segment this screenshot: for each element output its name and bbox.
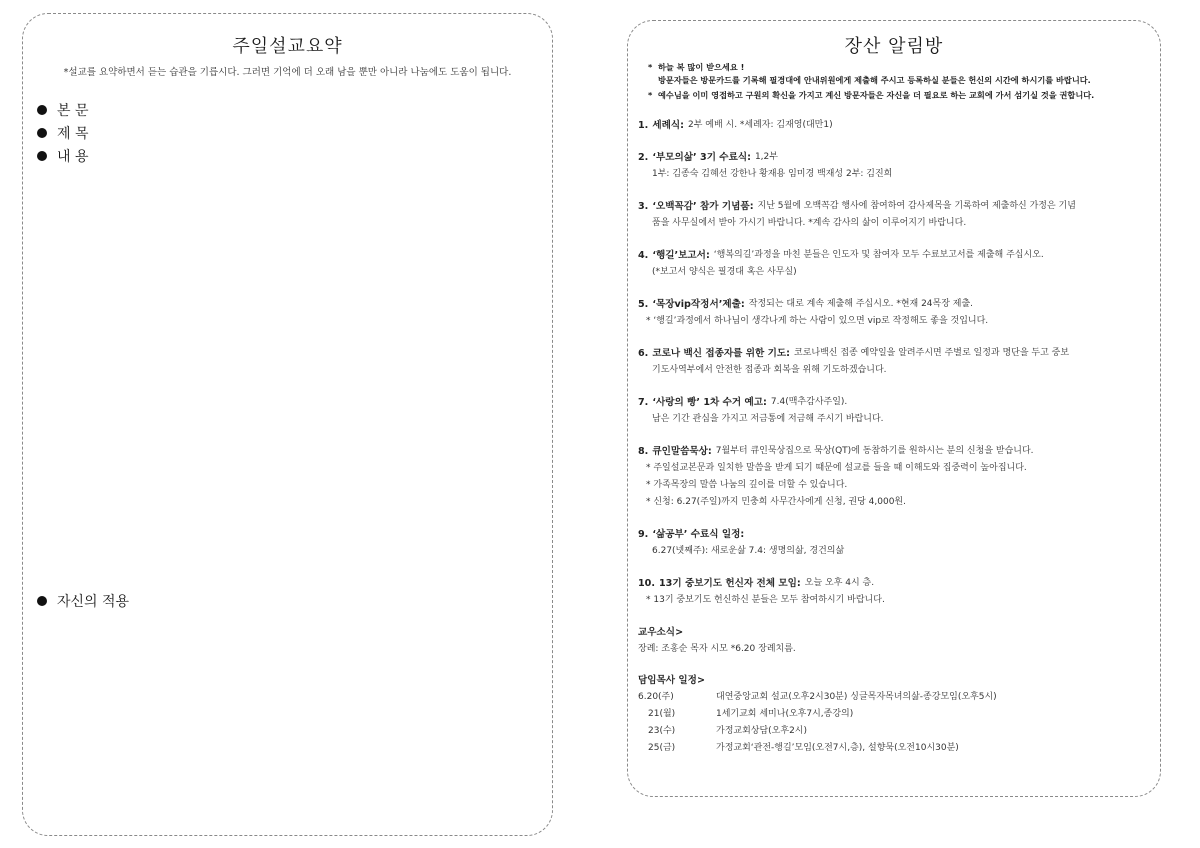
notice-greeting: 하늘 복 많이 받으세요 ! <box>658 62 745 72</box>
bullet-passage <box>37 100 89 120</box>
sermon-summary-panel <box>22 13 553 836</box>
schedule-text: 대연중앙교회 설교(오후2시30분) 싱글목자목녀의삶-종강모임(오후5시) <box>716 692 997 702</box>
item-number: 9. <box>638 529 649 540</box>
schedule-date: 6.20(주) <box>638 692 674 702</box>
announcement-item <box>638 575 1148 609</box>
announcement-item <box>638 345 1148 379</box>
announcement-item <box>638 117 1148 134</box>
item-number: 2. <box>638 152 649 163</box>
notice-item: * 하늘 복 많이 받으세요 ! 방문자들은 방문카드를 기록해 필경대에 안내위원에게 제출해 주시고 등록하실 분들은 헌신의 시간에 하시기를 바랍니다. <box>646 61 1146 86</box>
announcement-item <box>638 443 1148 511</box>
item-text: 1,2부 <box>754 152 778 162</box>
item-text: ‘행복의길’과정을 마친 분들은 인도자 및 참여자 모두 수료보고서를 제출해 주십시오. <box>713 250 1044 260</box>
item-detail: * 주일설교본문과 일치한 말씀을 받게 되기 때문에 설교를 들을 때 이해도와 집중력이 높아집니다. <box>646 463 1027 473</box>
item-label: 13기 중보기도 헌신자 전체 모임: <box>659 578 801 589</box>
item-label: ‘사랑의 빵’ 1차 수거 예고: <box>652 397 767 408</box>
item-label: ‘부모의삶’ 3기 수료식: <box>652 152 751 163</box>
item-number: 1. <box>638 120 649 131</box>
item-number: 7. <box>638 397 649 408</box>
member-news-text: 장례: 조홍순 목자 시모 *6.20 장례치름. <box>638 644 796 654</box>
sermon-summary-instruction: *설교를 요약하면서 듣는 습관을 기릅시다. 그러면 기억에 더 오래 남을 뿐만 아니라 나눔에도 도움이 됩니다. <box>63 67 512 78</box>
item-label: 큐인말씀묵상: <box>652 446 712 457</box>
item-label: 세례식: <box>652 120 684 131</box>
member-news-heading: 교우소식> <box>638 627 684 638</box>
schedule-text: 1세기교회 세미나(오후7시,종강의) <box>716 709 854 719</box>
item-label: ‘오백꼭감’ 참가 기념품: <box>652 201 754 212</box>
schedule-row <box>638 706 1148 723</box>
schedule-date: 25(금) <box>648 743 676 753</box>
item-text: 7.4(맥추감사주일). <box>770 397 848 407</box>
item-detail: * 13기 중보기도 헌신하신 분들은 모두 참여하시기 바랍니다. <box>646 595 885 605</box>
bullet-dot-icon <box>37 596 47 606</box>
sermon-summary-title: 주일설교요약 <box>232 36 343 57</box>
notice-item: * 예수님을 이미 영접하고 구원의 확신을 가지고 계신 방문자들은 자신을 더 필요로 하는 교회에 가서 섬기실 것을 권합니다. <box>646 89 1146 102</box>
announcement-item <box>638 394 1148 428</box>
item-detail: 남은 기간 관심을 가지고 저금통에 저금해 주시기 바랍니다. <box>652 414 884 424</box>
item-detail: 기도사역부에서 안전한 접종과 회복을 위해 기도하겠습니다. <box>652 365 887 375</box>
announcement-item <box>638 149 1148 183</box>
bullet-label: 내 용 <box>57 149 89 165</box>
item-label: ‘목장vip작정서’제출: <box>652 299 745 310</box>
item-number: 8. <box>638 446 649 457</box>
item-label: ‘삶공부’ 수료식 일정: <box>652 529 745 540</box>
announcement-item <box>638 296 1148 330</box>
item-number: 6. <box>638 348 649 359</box>
item-label: ‘행길’보고서: <box>652 250 710 261</box>
item-text: 오늘 오후 4시 층. <box>804 578 875 588</box>
item-number: 5. <box>638 299 649 310</box>
bullet-label: 자신의 적용 <box>57 594 130 610</box>
announcements-title: 장산 알림방 <box>844 36 944 57</box>
announcements-panel <box>627 20 1161 797</box>
item-text: 지난 5월에 오백꼭감 행사에 참여하여 감사제목을 기록하여 제출하신 가정은 기념 <box>757 201 1076 211</box>
item-detail: * 신청: 6.27(주일)까지 민충희 사무간사에게 신청, 권당 4,000원. <box>646 497 906 507</box>
announcement-list <box>638 117 1148 757</box>
schedule-text: 가정교회상담(오후2시) <box>716 726 807 736</box>
item-detail: (*보고서 양식은 필경대 혹은 사무실) <box>652 267 797 277</box>
item-text: 코로나백신 접종 예약일을 알려주시면 주별로 일정과 명단을 두고 중보 <box>794 348 1070 358</box>
item-number: 3. <box>638 201 649 212</box>
bullet-dot-icon <box>37 105 47 115</box>
item-label: 코로나 백신 접종자를 위한 기도: <box>652 348 791 359</box>
schedule-text: 가정교회‘관전-행길’모임(오전7시,층), 설향묵(오전10시30분) <box>716 743 959 753</box>
bullet-title <box>37 123 89 143</box>
bullet-label: 제 목 <box>57 126 89 142</box>
pastor-schedule-heading: 담임목사 일정> <box>638 675 705 686</box>
item-text: 작정되는 대로 계속 제출해 주십시오. *현재 24목장 제출. <box>748 299 974 309</box>
schedule-date: 21(월) <box>648 709 676 719</box>
bullet-application <box>37 591 129 611</box>
bullet-label: 본 문 <box>57 103 89 119</box>
item-number: 10. <box>638 578 655 589</box>
schedule-row <box>638 723 1148 740</box>
notice-block <box>646 61 1146 102</box>
schedule-date: 23(수) <box>648 726 676 736</box>
announcement-item <box>638 198 1148 232</box>
schedule-row <box>638 740 1148 757</box>
item-text: 7월부터 큐인묵상집으로 묵상(QT)에 동참하기를 원하시는 분의 신청을 받습니다. <box>715 446 1034 456</box>
bullet-content <box>37 146 89 166</box>
item-detail: * ‘행길’과정에서 하나님이 생각나게 하는 사람이 있으면 vip로 작정해도 좋을 것입니다. <box>646 316 989 326</box>
notice-believers: 예수님을 이미 영접하고 구원의 확신을 가지고 계신 방문자들은 자신을 더 필요로 하는 교회에 가서 섬기실 것을 권합니다. <box>658 90 1095 100</box>
item-detail: 6.27(넷째주): 새로운삶 7.4: 생명의삶, 경건의삶 <box>652 546 845 556</box>
schedule-row <box>638 689 1148 706</box>
bullet-dot-icon <box>37 151 47 161</box>
item-number: 4. <box>638 250 649 261</box>
bullet-dot-icon <box>37 128 47 138</box>
item-detail: 1부: 김종숙 김혜선 강한나 황재용 임미경 백재성 2부: 김진희 <box>652 169 893 179</box>
announcement-item <box>638 247 1148 281</box>
notice-visitors: 방문자들은 방문카드를 기록해 필경대에 안내위원에게 제출해 주시고 등록하실 분들은 헌신의 시간에 하시기를 바랍니다. <box>658 74 1091 85</box>
item-detail: 품을 사무실에서 받아 가시기 바랍니다. *계속 감사의 삶이 이루어지기 바랍니다. <box>652 218 967 228</box>
item-text: 2부 예배 시. *세례자: 김재영(대만1) <box>687 120 833 130</box>
item-detail: * 가족목장의 말씀 나눔의 깊이를 더할 수 있습니다. <box>646 480 848 490</box>
announcement-item <box>638 526 1148 560</box>
